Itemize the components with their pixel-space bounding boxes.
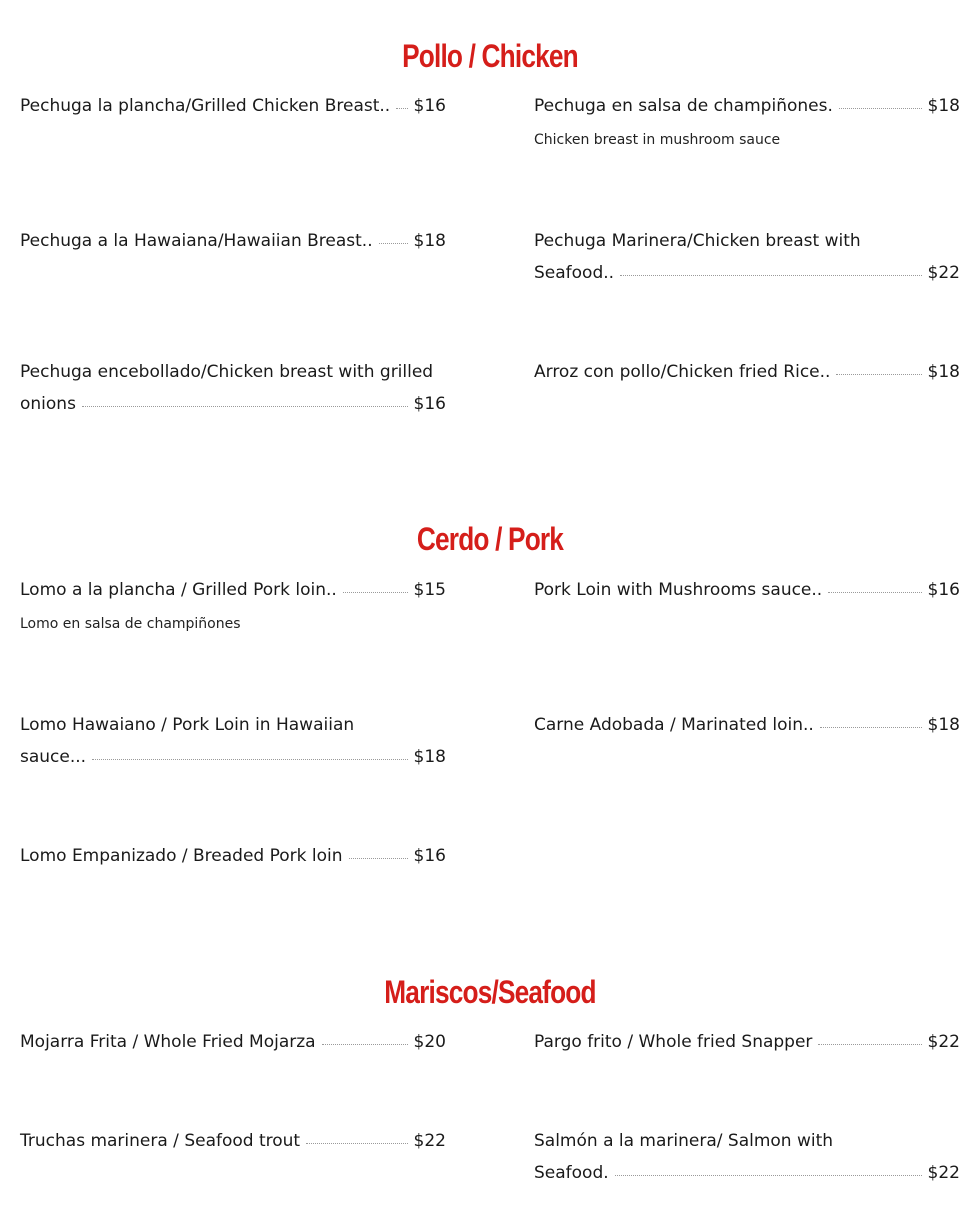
item-price: $18 bbox=[413, 231, 446, 251]
item-price: $22 bbox=[413, 1131, 446, 1151]
item-name-line1: Pechuga encebollado/Chicken breast with grilled bbox=[20, 362, 434, 382]
item-price: $18 bbox=[927, 715, 960, 735]
dot-leader bbox=[82, 406, 408, 407]
item-description: Lomo en salsa de champiñones bbox=[20, 616, 241, 632]
menu-item-mushroom-chicken bbox=[534, 90, 960, 150]
item-name-line1: Pechuga Marinera/Chicken breast with bbox=[534, 231, 861, 251]
menu-item-hawaiian-pork bbox=[20, 709, 446, 773]
item-name: Pargo frito / Whole fried Snapper bbox=[534, 1032, 813, 1052]
dot-leader bbox=[396, 108, 407, 109]
item-name: Pork Loin with Mushrooms sauce.. bbox=[534, 580, 823, 600]
dot-leader bbox=[615, 1175, 922, 1176]
item-name: Truchas marinera / Seafood trout bbox=[20, 1131, 301, 1151]
dot-leader bbox=[828, 592, 921, 593]
item-name-line2: sauce... bbox=[20, 747, 87, 767]
dot-leader bbox=[836, 374, 921, 375]
dot-leader bbox=[322, 1044, 408, 1045]
item-name: Pechuga a la Hawaiana/Hawaiian Breast.. bbox=[20, 231, 373, 251]
section-title-seafood: Mariscos/Seafood bbox=[384, 974, 596, 1010]
item-name: Lomo a la plancha / Grilled Pork loin.. bbox=[20, 580, 337, 600]
item-price: $18 bbox=[927, 362, 960, 382]
item-price: $16 bbox=[927, 580, 960, 600]
dot-leader bbox=[379, 243, 408, 244]
item-price: $15 bbox=[413, 580, 446, 600]
item-name-line1: Salmón a la marinera/ Salmon with bbox=[534, 1131, 834, 1151]
section-title-chicken: Pollo / Chicken bbox=[402, 38, 578, 74]
item-name: Carne Adobada / Marinated loin.. bbox=[534, 715, 814, 735]
item-price: $22 bbox=[927, 263, 960, 283]
menu-item-seafood-chicken bbox=[534, 225, 960, 289]
item-name: Pechuga la plancha/Grilled Chicken Breast.. bbox=[20, 96, 391, 116]
dot-leader bbox=[839, 108, 922, 109]
menu-item-chicken-rice bbox=[534, 356, 960, 388]
item-price: $18 bbox=[413, 747, 446, 767]
item-price: $22 bbox=[927, 1163, 960, 1183]
item-name: Pechuga en salsa de champiñones. bbox=[534, 96, 833, 116]
menu-item-grilled-chicken bbox=[20, 90, 446, 122]
item-price: $22 bbox=[927, 1032, 960, 1052]
section-title-pork: Cerdo / Pork bbox=[416, 521, 564, 557]
menu-item-seafood-salmon bbox=[534, 1125, 960, 1189]
menu-item-grilled-pork bbox=[20, 574, 446, 634]
menu-item-onion-chicken bbox=[20, 356, 446, 420]
item-name: Lomo Empanizado / Breaded Pork loin bbox=[20, 846, 343, 866]
menu-item-breaded-pork bbox=[20, 840, 446, 872]
menu-item-hawaiian-chicken bbox=[20, 225, 446, 257]
item-name-line2: Seafood.. bbox=[534, 263, 615, 283]
item-price: $16 bbox=[413, 394, 446, 414]
menu-item-seafood-trout bbox=[20, 1125, 446, 1157]
item-price: $16 bbox=[413, 96, 446, 116]
menu-item-fried-mojarra bbox=[20, 1026, 446, 1058]
item-name-line1: Lomo Hawaiano / Pork Loin in Hawaiian bbox=[20, 715, 355, 735]
item-name: Arroz con pollo/Chicken fried Rice.. bbox=[534, 362, 831, 382]
item-price: $16 bbox=[413, 846, 446, 866]
dot-leader bbox=[306, 1143, 407, 1144]
item-price: $20 bbox=[413, 1032, 446, 1052]
menu-item-mushroom-pork bbox=[534, 574, 960, 606]
dot-leader bbox=[343, 592, 408, 593]
item-name-line2: onions bbox=[20, 394, 76, 414]
menu-item-marinated-loin bbox=[534, 709, 960, 741]
dot-leader bbox=[349, 858, 408, 859]
item-name-line2: Seafood. bbox=[534, 1163, 609, 1183]
dot-leader bbox=[92, 759, 407, 760]
dot-leader bbox=[820, 727, 922, 728]
item-description: Chicken breast in mushroom sauce bbox=[534, 132, 781, 148]
dot-leader bbox=[818, 1044, 921, 1045]
menu-item-fried-snapper bbox=[534, 1026, 960, 1058]
dot-leader bbox=[620, 275, 921, 276]
item-price: $18 bbox=[927, 96, 960, 116]
item-name: Mojarra Frita / Whole Fried Mojarza bbox=[20, 1032, 316, 1052]
